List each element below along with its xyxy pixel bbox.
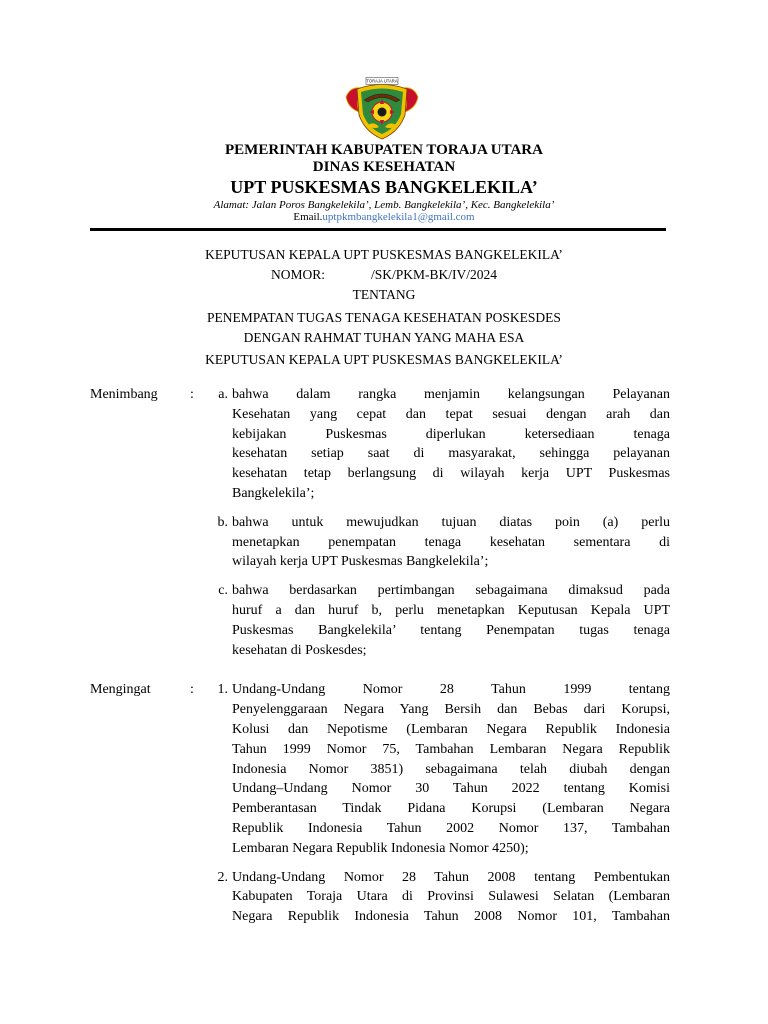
toraja-utara-crest-logo — [343, 77, 421, 141]
clause-item — [200, 385, 670, 504]
clause-line: Republik Indonesia Tahun 2002 Nomor 137, Tambahan — [232, 820, 670, 836]
clause-line: Undang–Undang Nomor 30 Tahun 2022 tentang Komisi — [232, 781, 670, 797]
clause-line: wilayah kerja UPT Puskesmas Bangkelekila’; — [232, 554, 489, 570]
clause-line: kebijakan Puskesmas diperlukan ketersediaan tenaga — [232, 426, 670, 442]
clause-text — [232, 513, 670, 572]
decree-number-line — [0, 265, 768, 285]
clause-marker: 2. — [217, 869, 228, 885]
clause-line: Penyelenggaraan Negara Yang Bersih dan Bebas dari Korupsi, — [232, 702, 670, 718]
clause-line: Negara Republik Indonesia Tahun 2008 Nomor 101, Tambahan — [232, 909, 670, 925]
clause-line: menetapkan penempatan tenaga kesehatan sementara di — [232, 534, 670, 550]
decree-about-label: TENTANG — [352, 287, 416, 302]
clause-line: kesehatan tetap berlangsung di wilayah kerja UPT Puskesmas — [232, 466, 670, 482]
clause-line: bahwa dalam rangka menjamin kelangsungan Pelayanan — [232, 387, 670, 402]
clause-line: Indonesia Nomor 3851) sebagaimana telah diubah dengan — [232, 761, 670, 777]
clause-line: Kolusi dan Nepotisme (Lembaran Negara Republik Indonesia — [232, 721, 670, 737]
section-label: Menimbang — [90, 387, 158, 402]
clause-list — [200, 680, 670, 927]
clause-line: Puskesmas Bangkelekila’ tentang Penempatan tugas tenaga — [232, 622, 670, 638]
clause-line: Pemberantasan Tindak Pidana Korupsi (Lembaran Negara — [232, 801, 670, 817]
clause-line: kesehatan setiap saat di masyarakat, sehingga pelayanan — [232, 446, 670, 462]
clause-line: Kabupaten Toraja Utara di Provinsi Sulawesi Selatan (Lembaran — [232, 889, 670, 905]
clause-line: Tahun 1999 Nomor 75, Tambahan Lembaran Negara Republik — [232, 741, 670, 757]
clause-line: Bangkelekila’; — [232, 485, 315, 501]
clause-line: bahwa untuk mewujudkan tujuan diatas poin (a) perlu — [232, 514, 670, 530]
clause-marker: b. — [217, 514, 228, 530]
clause-line: Lembaran Negara Republik Indonesia Nomor 4250); — [232, 840, 529, 856]
clause-item — [200, 581, 670, 660]
agency-name: DINAS KESEHATAN — [312, 159, 456, 175]
clause-marker: c. — [218, 583, 228, 599]
clause-text — [232, 385, 670, 504]
clause-line: Kesehatan yang cepat dan tepat sesuai dengan arah dan — [232, 406, 670, 422]
address-line: Alamat: Jalan Poros Bangkelekila’, Lemb. Bangkelekila’, Kec. Bangkelekila’ — [213, 199, 555, 211]
clause-text — [232, 680, 670, 858]
clause-line: Undang-Undang Nomor 28 Tahun 1999 tentang — [232, 682, 670, 698]
crest-center — [378, 108, 387, 117]
crest-banner-text: TORAJA UTARA — [366, 78, 398, 84]
clause-list — [200, 385, 670, 660]
clause-line: bahwa berdasarkan pertimbangan sebagaimana dimaksud pada — [232, 583, 670, 599]
clause-item — [200, 513, 670, 572]
decree-number-value: /SK/PKM-BK/IV/2024 — [371, 267, 498, 282]
clause-text — [232, 868, 670, 927]
clause-line: kesehatan di Poskesdes; — [232, 642, 367, 658]
email-line — [0, 210, 768, 224]
decree-invocation: DENGAN RAHMAT TUHAN YANG MAHA ESA — [243, 330, 525, 345]
clause-marker: a. — [218, 387, 228, 402]
decree-issuer: KEPUTUSAN KEPALA UPT PUSKESMAS BANGKELEKILA’ — [205, 352, 563, 367]
section-menimbang — [90, 385, 670, 660]
email-link[interactable]: uptpkmbangkelekila1@gmail.com — [322, 211, 475, 223]
clause-line: Undang-Undang Nomor 28 Tahun 2008 tentang Pembentukan — [232, 869, 670, 885]
section-label: Mengingat — [90, 682, 151, 698]
clause-item — [200, 680, 670, 858]
decree-title: KEPUTUSAN KEPALA UPT PUSKESMAS BANGKELEKILA’ — [205, 247, 563, 262]
government-name: PEMERINTAH KABUPATEN TORAJA UTARA — [225, 142, 543, 158]
decree-number-label: NOMOR: — [270, 267, 325, 282]
letterhead-divider — [90, 228, 666, 231]
clause-item — [200, 868, 670, 927]
clause-marker: 1. — [217, 682, 228, 698]
clause-line: huruf a dan huruf b, perlu menetapkan Keputusan Kepala UPT — [232, 602, 670, 618]
decree-subject: PENEMPATAN TUGAS TENAGA KESEHATAN POSKESDES — [207, 310, 561, 325]
section-mengingat — [90, 680, 670, 927]
section-separator: : — [190, 387, 194, 402]
clause-text — [232, 581, 670, 660]
section-separator: : — [190, 682, 194, 698]
decree-body — [90, 385, 670, 927]
institution-name: UPT PUSKESMAS BANGKELEKILA’ — [230, 177, 538, 197]
email-label: Email. — [293, 211, 323, 223]
